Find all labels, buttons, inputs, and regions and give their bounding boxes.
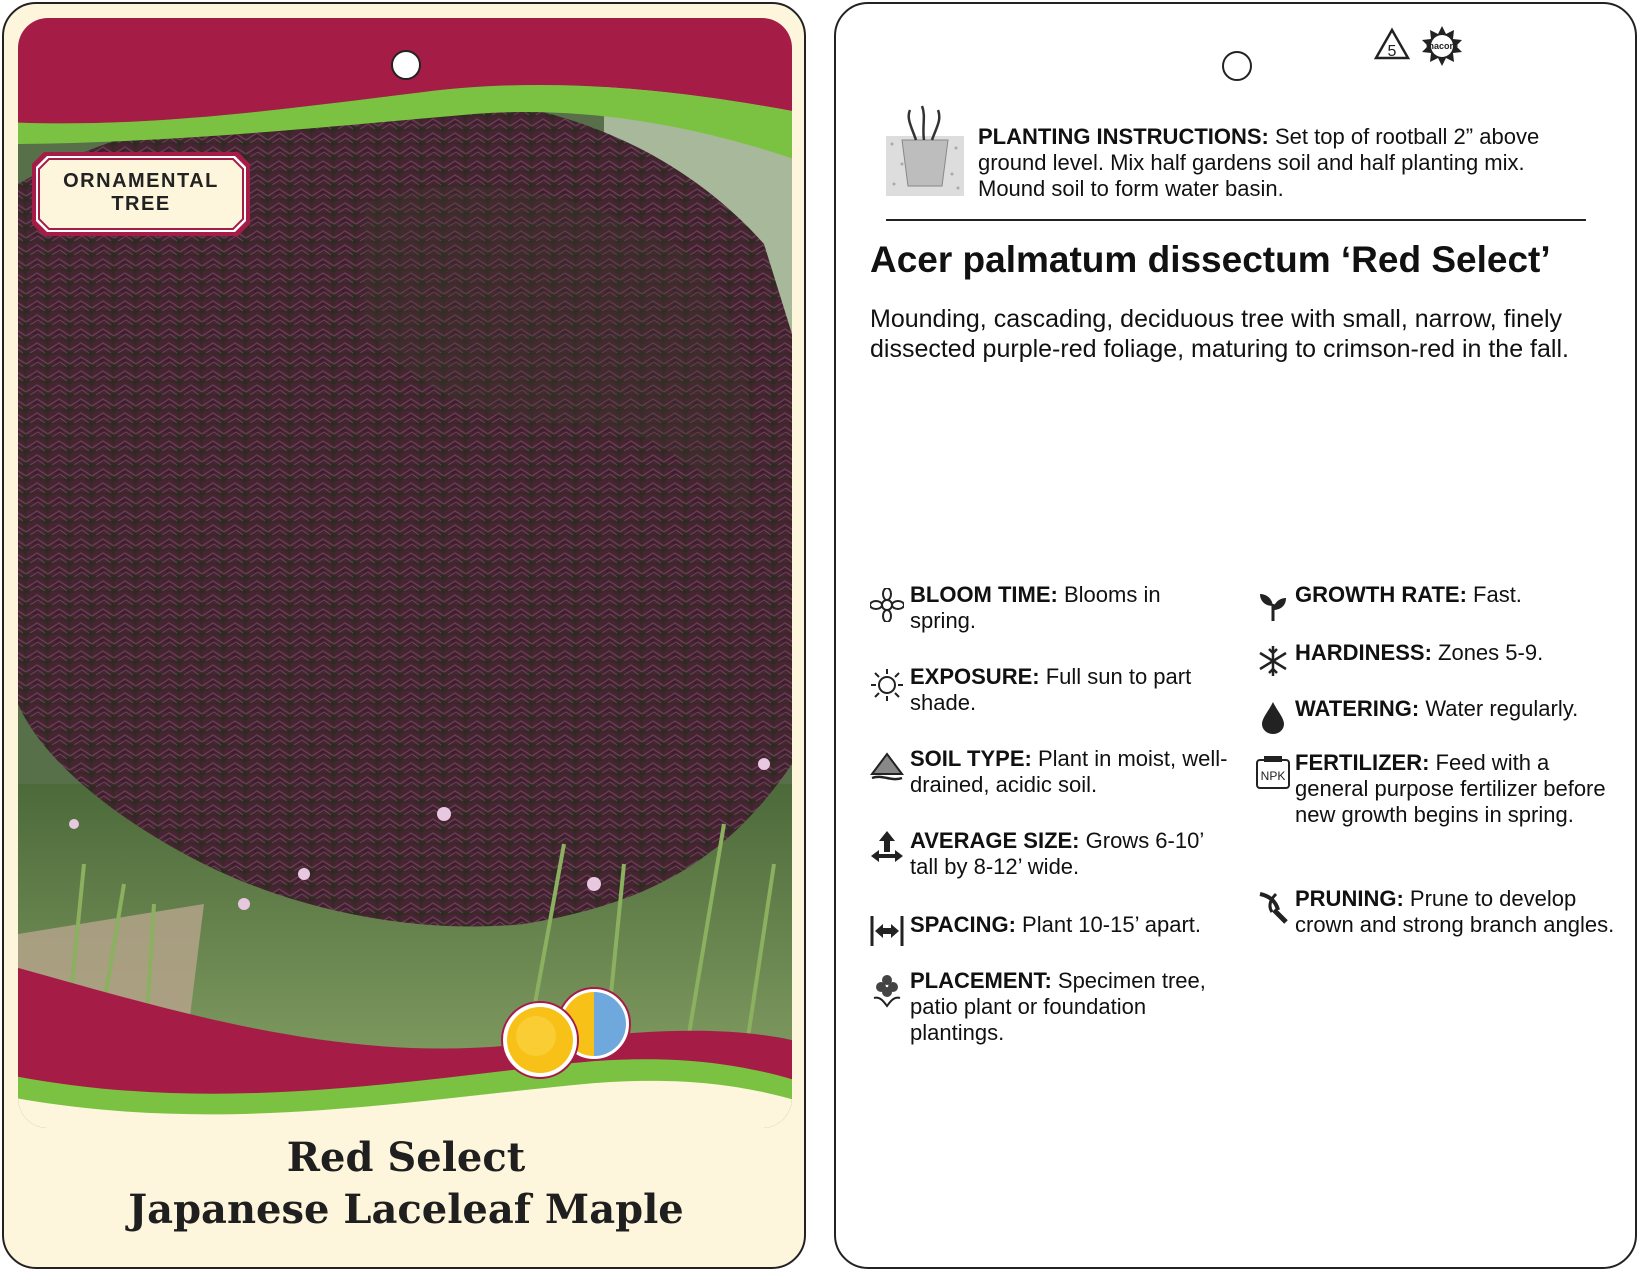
attr-average-size <box>910 828 1230 880</box>
attr-text: Grows 6-10’ tall by 8-12’ wide. <box>910 828 1204 879</box>
botanical-name: Acer palmatum dissectum ‘Red Select’ <box>870 239 1551 280</box>
attr-label: SPACING: <box>910 912 1016 937</box>
size-arrows-icon <box>870 830 904 864</box>
divider <box>886 219 1586 221</box>
recycle-number: 5 <box>1387 43 1397 60</box>
back-tag <box>834 2 1637 1269</box>
common-name <box>4 1132 806 1236</box>
attr-fertilizer <box>1295 750 1615 828</box>
macore-logo-icon <box>1422 26 1462 66</box>
attr-label: HARDINESS: <box>1295 640 1432 665</box>
attr-growth-rate <box>1295 582 1615 608</box>
attr-spacing <box>910 912 1230 938</box>
attr-exposure <box>910 664 1230 716</box>
attr-text: Zones 5-9. <box>1431 640 1544 665</box>
sun-icon <box>870 668 904 702</box>
attr-hardiness <box>1295 640 1615 666</box>
water-drop-icon <box>1256 700 1290 734</box>
attr-soil-type <box>910 746 1230 798</box>
pruner-icon <box>1256 890 1290 924</box>
common-name-line-2: Japanese Laceleaf Maple <box>128 1186 684 1233</box>
recycle-logo <box>1374 24 1474 70</box>
hang-hole <box>391 50 421 80</box>
badge-line-1: ORNAMENTAL <box>63 170 219 192</box>
attr-label: WATERING: <box>1295 696 1420 721</box>
sun-exposure-icons <box>500 986 636 1082</box>
badge-line-2: TREE <box>111 193 171 215</box>
attr-text: Full sun to part shade. <box>910 664 1192 715</box>
placement-icon <box>870 974 904 1008</box>
planting-instructions <box>978 124 1598 202</box>
attr-text: Prune to develop crown and strong branch angles. <box>1295 886 1615 937</box>
attr-bloom-time <box>910 582 1230 634</box>
attr-text: Specimen tree, patio plant or foundation plantings. <box>910 968 1206 1045</box>
attr-label: FERTILIZER: <box>1295 750 1430 775</box>
attr-text: Blooms in spring. <box>910 582 1161 633</box>
attr-label: AVERAGE SIZE: <box>910 828 1080 853</box>
attr-text: Plant in moist, well-drained, acidic soil. <box>910 746 1228 797</box>
npk-icon <box>1256 756 1290 790</box>
attr-text: Water regularly. <box>1419 696 1579 721</box>
attr-placement <box>910 968 1230 1046</box>
category-badge-text <box>32 170 250 216</box>
attr-label: SOIL TYPE: <box>910 746 1032 771</box>
planting-label: PLANTING INSTRUCTIONS: <box>978 124 1269 149</box>
flower-icon <box>870 588 904 622</box>
common-name-line-1: Red Select <box>286 1134 526 1181</box>
attr-label: BLOOM TIME: <box>910 582 1058 607</box>
attr-pruning <box>1295 886 1615 938</box>
attr-text: Fast. <box>1466 582 1522 607</box>
attr-watering <box>1295 696 1615 722</box>
planting-pot-icon <box>886 104 964 196</box>
attr-label: PRUNING: <box>1295 886 1404 911</box>
npk-label: NPK <box>1260 769 1286 783</box>
attr-label: GROWTH RATE: <box>1295 582 1467 607</box>
recycle-icon <box>1376 30 1408 60</box>
soil-icon <box>870 750 904 784</box>
attr-label: EXPOSURE: <box>910 664 1040 689</box>
macore-brand: macore <box>1425 41 1459 51</box>
snowflake-icon <box>1256 644 1290 678</box>
attr-label: PLACEMENT: <box>910 968 1052 993</box>
hang-hole <box>1222 51 1252 81</box>
attr-text: Plant 10-15’ apart. <box>1015 912 1202 937</box>
spacing-icon <box>870 914 904 948</box>
front-tag <box>2 2 806 1269</box>
attr-text: Feed with a general purpose fertilizer before new growth begins in spring. <box>1295 750 1606 827</box>
planting-text: Set top of rootball 2” above ground level. Mix half gardens soil and half planting mix. Mound soil to form water basin. <box>978 124 1540 201</box>
sprout-icon <box>1256 588 1290 622</box>
plant-description: Mounding, cascading, deciduous tree with small, narrow, finely dissected purple-red foliage, maturing to crimson-red in the fall. <box>870 305 1569 363</box>
full-sun-icon <box>502 1002 578 1078</box>
